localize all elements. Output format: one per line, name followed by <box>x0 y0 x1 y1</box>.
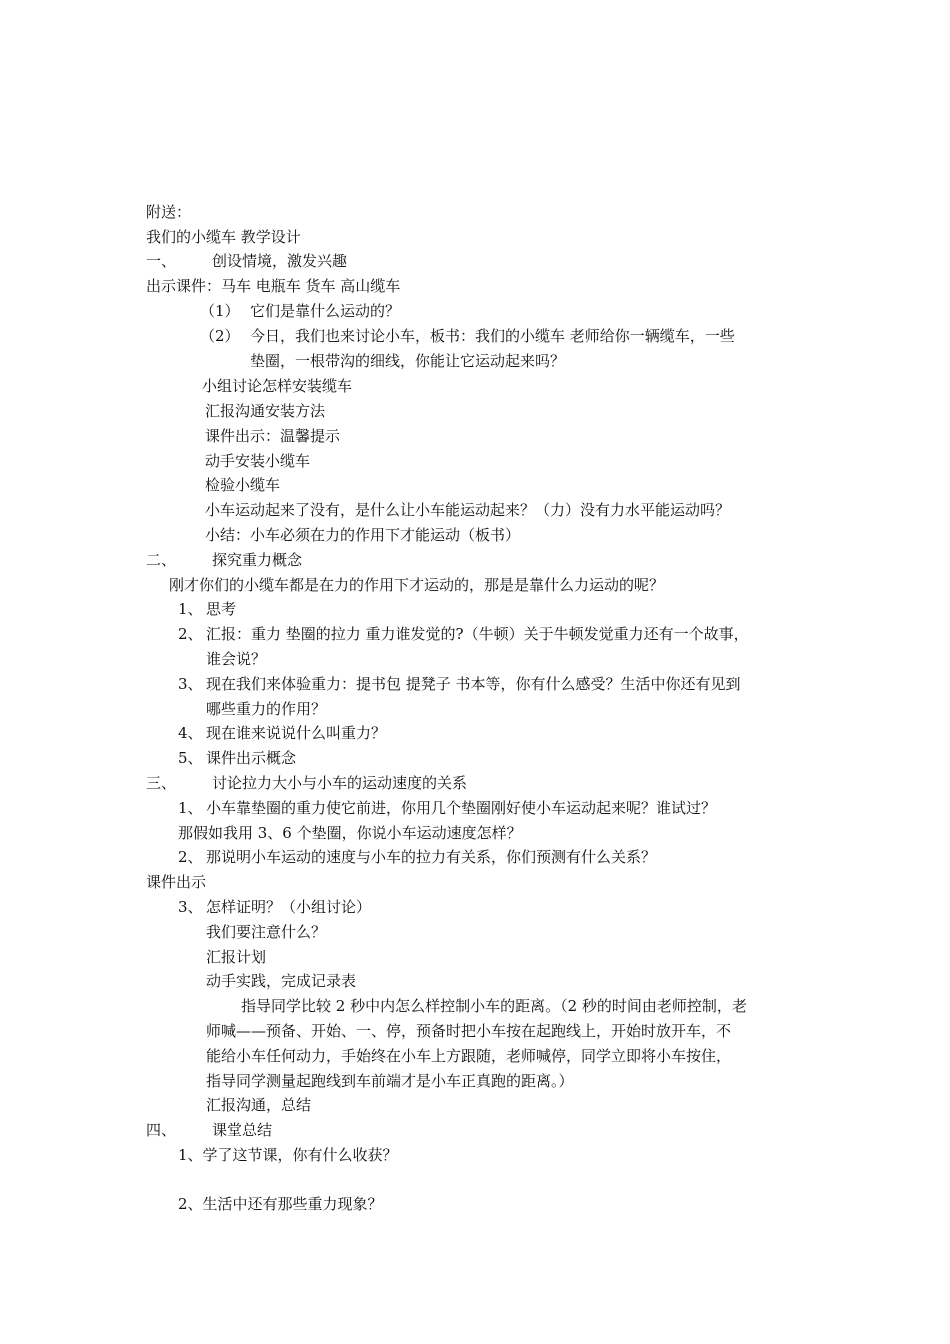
section2-item-text: 现在我们来体验重力：提书包 提凳子 书本等，你有什么感受？生活中你还有见到 <box>206 675 741 693</box>
section1-step: 课件出示：温馨提示 <box>205 427 341 445</box>
section3-item-followup: 那假如我用 3、6 个垫圈，你说小车运动速度怎样？ <box>178 824 522 842</box>
section3-subitem: 动手实践，完成记录表 <box>206 972 357 990</box>
section2-item-text: 汇报：重力 垫圈的拉力 重力谁发觉的?（牛顿）关于牛顿发觉重力还有一个故事， <box>206 625 749 643</box>
section1-step: 检验小缆车 <box>205 476 281 494</box>
section2-intro: 刚才你们的小缆车都是在力的作用下才运动的，那是是靠什么力运动的呢？ <box>169 576 665 594</box>
section1-item2-line1: 今日，我们也来讨论小车，板书：我们的小缆车 老师给你一辆缆车，一些 <box>250 327 735 345</box>
section2-title: 探究重力概念 <box>212 551 303 569</box>
section3-item-text: 那说明小车运动的速度与小车的拉力有关系，你们预测有什么关系？ <box>206 848 657 866</box>
section2-item-number: 2、 <box>178 625 203 643</box>
section3-item-number: 3、 <box>178 898 203 916</box>
section3-courseware: 课件出示 <box>146 873 207 891</box>
section3-title: 讨论拉力大小与小车的运动速度的关系 <box>212 774 468 792</box>
section2-item-number: 3、 <box>178 675 203 693</box>
section1-item2-number: （2） <box>200 327 240 345</box>
section2-number: 二、 <box>146 551 177 569</box>
section1-courseware: 出示课件：马车 电瓶车 货车 高山缆车 <box>146 277 401 295</box>
section3-subitem: 汇报计划 <box>206 948 267 966</box>
section1-title: 创设情境，激发兴趣 <box>212 252 348 270</box>
section2-item-text: 课件出示概念 <box>206 749 297 767</box>
section3-item-number: 2、 <box>178 848 203 866</box>
section1-step: 小组讨论怎样安装缆车 <box>202 377 353 395</box>
section1-number: 一、 <box>146 252 177 270</box>
section2-item-number: 1、 <box>178 600 203 618</box>
section3-guide-text: 师喊——预备、开始、一、停，预备时把小车按在起跑线上，开始时放开车，不 <box>206 1022 732 1040</box>
section3-item-number: 1、 <box>178 799 203 817</box>
section4-title: 课堂总结 <box>212 1121 273 1139</box>
section1-step: 动手安装小缆车 <box>205 452 311 470</box>
section2-item-text: 思考 <box>206 600 237 618</box>
section1-item2-line2: 垫圈，一根带沟的细线，你能让它运动起来吗？ <box>250 352 566 370</box>
section2-item-text: 现在谁来说说什么叫重力？ <box>206 724 387 742</box>
doc-title: 我们的小缆车 教学设计 <box>146 228 301 246</box>
section4-number: 四、 <box>146 1121 177 1139</box>
section3-subitem: 我们要注意什么？ <box>206 923 327 941</box>
section3-subitem: 汇报沟通，总结 <box>206 1096 312 1114</box>
section3-guide-text: 能给小车任何动力，手始终在小车上方跟随，老师喊停，同学立即将小车按住， <box>206 1047 732 1065</box>
section1-item1-text: 它们是靠什么运动的？ <box>250 302 401 320</box>
section2-item-text: 谁会说？ <box>206 650 267 668</box>
section2-item-number: 5、 <box>178 749 203 767</box>
section1-summary: 小结：小车必须在力的作用下才能运动（板书） <box>205 526 521 544</box>
section3-item-text: 怎样证明？（小组讨论） <box>206 898 372 916</box>
section1-step: 汇报沟通安装方法 <box>205 402 326 420</box>
section3-item-text: 小车靠垫圈的重力使它前进，你用几个垫圈刚好使小车运动起来呢？谁试过？ <box>206 799 717 817</box>
section3-guide-text: 指导同学测量起跑线到车前端才是小车正真跑的距离。） <box>206 1072 574 1090</box>
section3-number: 三、 <box>146 774 177 792</box>
section2-item-number: 4、 <box>178 724 203 742</box>
appendix-label: 附送： <box>146 203 192 221</box>
section4-item: 1、学了这节课，你有什么收获？ <box>178 1146 398 1164</box>
section4-item: 2、生活中还有那些重力现象？ <box>178 1195 383 1213</box>
section1-item1-number: （1） <box>200 302 240 320</box>
section3-guide-text: 指导同学比较 2 秒中内怎么样控制小车的距离。（2 秒的时间由老师控制，老 <box>241 997 747 1015</box>
section1-step: 小车运动起来了没有，是什么让小车能运动起来？（力）没有力水平能运动吗？ <box>205 501 731 519</box>
section2-item-text: 哪些重力的作用？ <box>206 700 327 718</box>
